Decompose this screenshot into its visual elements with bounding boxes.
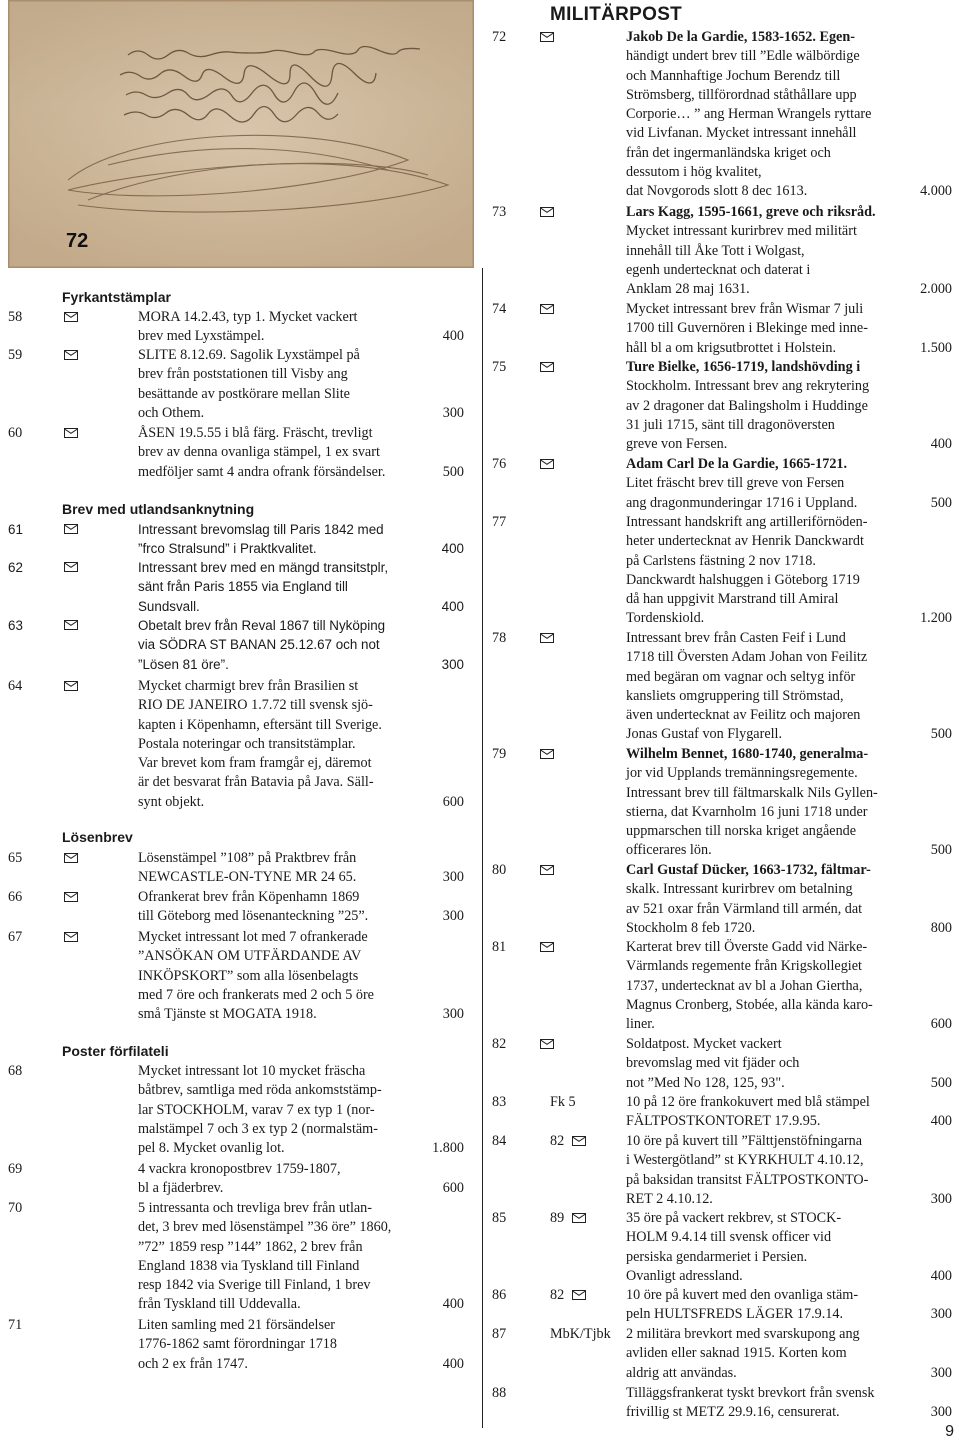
- lot-number: 60: [8, 425, 23, 441]
- lot-price: 400: [930, 1267, 952, 1284]
- lot-text-line: från Tyskland till Uddevalla.: [138, 1296, 301, 1313]
- lot-text-line: ÅSEN 19.5.55 i blå färg. Fräscht, trevligt: [138, 425, 373, 441]
- envelope-icon: [64, 681, 78, 691]
- lot-text-line: Soldatpost. Mycket vackert: [626, 1036, 782, 1052]
- lot-text-line: egenh undertecknat och daterat i: [626, 261, 811, 278]
- lot-number: 82: [492, 1036, 507, 1052]
- lot-price: 300: [442, 1006, 464, 1023]
- lot-81: [492, 938, 952, 1034]
- lot-text-line: av 521 oxar från Värmland till armén, dat: [626, 900, 863, 917]
- lot-text-line: Stockholm 8 feb 1720.: [626, 919, 756, 936]
- lot-text-line: brev av denna ovanliga stämpel, 1 ex svart: [138, 444, 380, 461]
- lot-price: 300: [442, 404, 464, 421]
- envelope-icon: [572, 1136, 586, 1146]
- lot-text-line: Liten samling med 21 försändelser: [138, 1317, 335, 1333]
- lot-price: 500: [930, 1074, 952, 1091]
- column-divider: [482, 268, 483, 1428]
- lot-79: [492, 745, 952, 861]
- lot-price: 500: [930, 842, 952, 859]
- envelope-icon: [64, 853, 78, 863]
- lot-text-line: Ture Bielke, 1656-1719, landshövding i: [626, 359, 861, 375]
- envelope-icon: [64, 312, 78, 322]
- lot-84: [492, 1132, 952, 1209]
- lot-text-line: NEWCASTLE-ON-TYNE MR 24 65.: [138, 869, 357, 886]
- lot-number: 58: [8, 309, 23, 325]
- lot-text-line: brevomslag med vit fjäder och: [626, 1055, 800, 1072]
- lot-number: 64: [8, 678, 23, 694]
- lot-price: 300: [930, 1404, 952, 1421]
- lot-text-line: Tilläggsfrankerat tyskt brevkort från svensk: [626, 1385, 875, 1401]
- lot-69: [8, 1160, 464, 1199]
- lot-text-line: Litet fräscht brev till greve von Fersen: [626, 475, 845, 492]
- lot-text-line: Värmlands regemente från Krigskollegiet: [626, 958, 862, 975]
- lot-62: [8, 558, 464, 616]
- lot-text-line: 1737, undertecknat av bl a Johan Giertha,: [626, 977, 863, 994]
- lot-price: 500: [442, 463, 464, 480]
- lot-text-line: ”72” 1859 resp ”144” 1862, 2 brev från: [138, 1238, 363, 1255]
- lot-70: [8, 1199, 464, 1315]
- lot-text-line: i Westergötland” st KYRKHULT 4.10.12,: [626, 1152, 864, 1169]
- lot-number: 70: [8, 1200, 23, 1216]
- lot-text-line: är det besvarat från Batavia på Java. Säll-: [138, 774, 374, 791]
- lot-text-line: 1718 till Översten Adam Johan von Feilitz: [626, 649, 868, 666]
- envelope-icon: [572, 1290, 586, 1300]
- lot-text-line: till Göteborg med lösenanteckning ”25”.: [138, 908, 369, 925]
- lot-text-line: Lars Kagg, 1595-1661, greve och riksråd.: [626, 204, 876, 220]
- envelope-icon: [540, 749, 554, 759]
- envelope-icon: [64, 350, 78, 360]
- envelope-icon: [540, 362, 554, 372]
- envelope-icon: [64, 620, 78, 630]
- lot-number: 59: [8, 347, 23, 363]
- lot-text-line: med begäran om vagnar och seltyg inför: [626, 668, 856, 685]
- lot-number: 65: [8, 850, 23, 866]
- lot-price: 400: [442, 328, 464, 345]
- lot-text-line: pel 8. Mycket ovanlig lot.: [138, 1140, 285, 1157]
- lot-text-line: resp 1842 via Sverige till Finland, 1 brev: [138, 1277, 371, 1294]
- lot-63: [8, 616, 464, 674]
- lot-88: [492, 1384, 952, 1423]
- lot-text-line: Mycket intressant lot 10 mycket fräscha: [138, 1063, 366, 1079]
- lot-text-line: skalk. Intressant kurirbrev om betalning: [626, 881, 853, 898]
- lot-price: 2.000: [920, 281, 952, 298]
- lot-59: [8, 346, 464, 423]
- lot-text-line: båtbrev, samtliga med röda ankomststämp-: [138, 1082, 382, 1099]
- lot-text-line: Intressant handskrift ang artilleriförnöden-: [626, 514, 868, 530]
- lot-text-line: brev med Lyxstämpel.: [138, 328, 265, 345]
- lot-price: 4.000: [920, 183, 952, 200]
- lot-71: [8, 1316, 464, 1374]
- lot-58: [8, 308, 464, 347]
- lot-66: [8, 888, 464, 927]
- lot-61: [8, 520, 464, 559]
- lot-number: 62: [8, 560, 23, 575]
- lot-text-line: vid Livfanan. Mycket intressant innehåll: [626, 125, 857, 142]
- lot-number: 72: [492, 29, 507, 45]
- lot-reference: 82: [550, 1287, 565, 1303]
- lot-text-line: Mycket charmigt brev från Brasilien st: [138, 678, 359, 694]
- lot-text-line: Obetalt brev från Reval 1867 till Nyköping: [138, 618, 386, 633]
- lot-text-line: 1776-1862 samt förordningar 1718: [138, 1336, 337, 1353]
- lot-number: 74: [492, 301, 507, 317]
- lot-73: [492, 203, 952, 299]
- lot-text-line: på Carlstens fästning 2 nov 1718.: [626, 552, 816, 569]
- lot-text-line: på baksidan transitst FÄLTPOSTKONTO-: [626, 1171, 869, 1188]
- lot-reference: 82: [550, 1133, 565, 1149]
- page-number: 9: [945, 1423, 954, 1440]
- lot-text-line: Sundsvall.: [138, 598, 200, 614]
- section-heading-losenbrev: Lösenbrev: [62, 829, 133, 845]
- lot-number: 85: [492, 1210, 507, 1226]
- lot-text-line: RET 2 4.10.12.: [626, 1190, 713, 1207]
- lot-text-line: Magnus Cronberg, Stobée, alla kända karo-: [626, 996, 873, 1013]
- lot-text-line: händigt undert brev till ”Edle wälbördige: [626, 48, 860, 65]
- lot-text-line: ang dragonmunderingar 1716 i Uppland.: [626, 494, 858, 511]
- lot-text-line: Ovanligt adressland.: [626, 1267, 743, 1284]
- lot-text-line: Karterat brev till Överste Gadd vid Närke-: [626, 939, 868, 955]
- figure-label: 72: [66, 230, 89, 252]
- lot-text-line: då han uppgivit Marstrand till Amiral: [626, 591, 839, 608]
- lot-64: [8, 677, 464, 812]
- lot-price: 500: [930, 726, 952, 743]
- lot-77: [492, 513, 952, 629]
- envelope-icon: [64, 892, 78, 902]
- lot-text-line: uppmarschen till norska kriget angående: [626, 823, 857, 840]
- lot-text-line: Intressant brev från Casten Feif i Lund: [626, 630, 846, 646]
- lot-number: 83: [492, 1094, 507, 1110]
- lot-text-line: medföljer samt 4 andra ofrank försändelser.: [138, 463, 386, 480]
- lot-text-line: och Othem.: [138, 404, 205, 421]
- lot-82: [492, 1035, 952, 1093]
- lot-text-line: persiska gendarmeriet i Persien.: [626, 1248, 808, 1265]
- lot-text-line: sänt från Paris 1855 via England till: [138, 579, 348, 595]
- lot-text-line: besättande av postkörare mellan Slite: [138, 385, 350, 402]
- lot-price: 600: [442, 793, 464, 810]
- lot-text-line: Ofrankerat brev från Köpenhamn 1869: [138, 889, 360, 905]
- lot-86: [492, 1286, 952, 1325]
- lot-text-line: officerares lön.: [626, 842, 712, 859]
- lot-number: 88: [492, 1385, 507, 1401]
- lot-72: [492, 28, 952, 202]
- lot-text-line: även undertecknat av Feilitz och majoren: [626, 707, 861, 724]
- lot-text-line: SLITE 8.12.69. Sagolik Lyxstämpel på: [138, 347, 360, 363]
- lot-text-line: malstämpel 7 och 3 ex typ 2 (normalstäm-: [138, 1120, 378, 1137]
- lot-text-line: 10 öre på kuvert till ”Fälttjenstöfningarna: [626, 1133, 862, 1149]
- section-heading-fyrkantstamplar: Fyrkantstämplar: [62, 289, 171, 305]
- lot-text-line: stierna, dat Kvarnholm 16 juni 1718 under: [626, 803, 868, 820]
- lot-74: [492, 300, 952, 358]
- lot-number: 63: [8, 618, 23, 633]
- lot-text-line: Intressant brev med en mängd transitstplr,: [138, 560, 389, 575]
- lot-text-line: Corporie… ” ang Herman Wrangels ryttare: [626, 106, 872, 123]
- lot-75: [492, 358, 952, 454]
- lot-price: 300: [930, 1364, 952, 1381]
- lot-text-line: via SÖDRA ST BANAN 25.12.67 och not: [138, 637, 380, 653]
- lot-text-line: frivillig st METZ 29.9.16, censurerat.: [626, 1404, 840, 1421]
- lot-text-line: HOLM 9.4.14 till svensk officer vid: [626, 1229, 832, 1246]
- lot-price: 300: [442, 869, 464, 886]
- right-column: [492, 0, 960, 1447]
- lot-text-line: liner.: [626, 1016, 655, 1033]
- envelope-icon: [540, 865, 554, 875]
- envelope-icon: [540, 633, 554, 643]
- lot-reference: MbK/Tjbk: [550, 1326, 611, 1342]
- lot-text-line: med 7 öre och frankerats med 2 och 5 öre: [138, 986, 374, 1003]
- lot-text-line: Jonas Gustaf von Flygarell.: [626, 726, 783, 743]
- lot-text-line: peln HULTSFREDS LÄGER 17.9.14.: [626, 1306, 844, 1323]
- lot-text-line: av 2 dragoner dat Balingsholm i Huddinge: [626, 397, 868, 414]
- lot-price: 400: [441, 598, 464, 614]
- lot-number: 77: [492, 514, 507, 530]
- lot-80: [492, 861, 952, 938]
- lot-text-line: och 2 ex från 1747.: [138, 1355, 248, 1372]
- lot-price: 300: [930, 1190, 952, 1207]
- lot-text-line: avliden eller saknad 1915. Korten kom: [626, 1345, 847, 1362]
- letter-image: [8, 0, 474, 268]
- lot-60: [8, 424, 464, 482]
- lot-price: 300: [441, 656, 464, 672]
- lot-text-line: Stockholm. Intressant brev ang rekrytering: [626, 378, 870, 395]
- lot-number: 78: [492, 630, 507, 646]
- lot-text-line: Intressant brev till fältmarskalk Nils Gyllen-: [626, 784, 878, 801]
- lot-text-line: 35 öre på vackert rekbrev, st STOCK-: [626, 1210, 842, 1226]
- lot-text-line: MORA 14.2.43, typ 1. Mycket vackert: [138, 309, 358, 325]
- envelope-icon: [64, 428, 78, 438]
- lot-text-line: jor vid Upplands tremänningsregemente.: [626, 765, 858, 782]
- lot-price: 400: [930, 436, 952, 453]
- lot-text-line: 2 militära brevkort med svarskupong ang: [626, 1326, 860, 1342]
- lot-price: 400: [930, 1113, 952, 1130]
- lot-text-line: not ”Med No 128, 125, 93".: [626, 1074, 785, 1091]
- lot-number: 68: [8, 1063, 23, 1079]
- lot-text-line: 4 vackra kronopostbrev 1759-1807,: [138, 1161, 341, 1177]
- lot-text-line: Mycket intressant lot med 7 ofrankerade: [138, 929, 368, 945]
- envelope-icon: [540, 32, 554, 42]
- lot-number: 84: [492, 1133, 507, 1149]
- lot-87: [492, 1325, 952, 1383]
- lot-text-line: dat Novgorods slott 8 dec 1613.: [626, 183, 808, 200]
- lot-number: 80: [492, 862, 507, 878]
- lot-text-line: Postala noteringar och transitstämplar.: [138, 735, 356, 752]
- lot-text-line: Anklam 28 maj 1631.: [626, 281, 750, 298]
- lot-text-line: från det ingermanländska kriget och: [626, 144, 831, 161]
- lot-text-line: 10 öre på kuvert med den ovanliga stäm-: [626, 1287, 859, 1303]
- lot-text-line: det, 3 brev med lösenstämpel ”36 öre” 1860,: [138, 1219, 392, 1236]
- lot-text-line: aldrig att användas.: [626, 1364, 737, 1381]
- lot-text-line: och Mannhaftige Jochum Berendz till: [626, 67, 841, 84]
- lot-price: 300: [930, 1306, 952, 1323]
- lot-text-line: INKÖPSKORT” som alla lösenbelagts: [138, 967, 359, 984]
- lot-text-line: 31 juli 1715, sänt till dragonöversten: [626, 416, 835, 433]
- envelope-icon: [540, 207, 554, 217]
- lot-text-line: brev från poststationen till Visby ang: [138, 366, 348, 383]
- lot-78: [492, 629, 952, 745]
- lot-text-line: RIO DE JANEIRO 1.7.72 till svensk sjö-: [138, 697, 373, 714]
- lot-text-line: 1700 till Guvernören i Blekinge med inne-: [626, 320, 868, 337]
- lot-number: 67: [8, 929, 23, 945]
- lot-text-line: 5 intressanta och trevliga brev från utlan-: [138, 1200, 373, 1216]
- lot-number: 81: [492, 939, 507, 955]
- lot-text-line: Jakob De la Gardie, 1583-1652. Egen-: [626, 29, 855, 45]
- lot-text-line: ”Lösen 81 öre”.: [138, 656, 229, 672]
- lot-text-line: lar STOCKHOLM, varav 7 ex typ 1 (nor-: [138, 1101, 375, 1118]
- lot-text-line: 10 på 12 öre frankokuvert med blå stämpel: [626, 1094, 870, 1110]
- lot-text-line: heter undertecknat av Henrik Danckwardt: [626, 533, 864, 550]
- lot-text-line: ”frco Stralsund” i Praktkvalitet.: [138, 541, 317, 557]
- envelope-icon: [572, 1213, 586, 1223]
- lot-number: 66: [8, 889, 23, 905]
- lot-text-line: Tordenskiold.: [626, 610, 705, 627]
- lot-text-line: kansliets omgruppering till Strömstad,: [626, 687, 844, 704]
- lot-price: 500: [930, 494, 952, 511]
- section-heading-utlandsanknytning: Brev med utlandsanknytning: [62, 501, 255, 517]
- lot-number: 79: [492, 746, 507, 762]
- lot-reference: Fk 5: [550, 1094, 576, 1110]
- lot-text-line: Lösenstämpel ”108” på Praktbrev från: [138, 850, 357, 866]
- lot-text-line: ”ANSÖKAN OM UTFÄRDANDE AV: [138, 948, 362, 965]
- lot-text-line: FÄLTPOSTKONTORET 17.9.95.: [626, 1113, 821, 1130]
- lot-85: [492, 1209, 952, 1286]
- lot-text-line: Mycket intressant kurirbrev med militärt: [626, 223, 857, 240]
- lot-text-line: bl a fjäderbrev.: [138, 1180, 224, 1197]
- lot-number: 87: [492, 1326, 507, 1342]
- lot-67: [8, 928, 464, 1024]
- lot-text-line: Intressant brevomslag till Paris 1842 med: [138, 522, 384, 537]
- lot-76: [492, 455, 952, 513]
- lot-text-line: håll bl a om krigsutbrottet i Holstein.: [626, 339, 837, 356]
- lot-text-line: Var brevet kom fram framgår ej, däremot: [138, 755, 372, 772]
- lot-number: 75: [492, 359, 507, 375]
- lot-text-line: Carl Gustaf Dücker, 1663-1732, fältmar-: [626, 862, 871, 878]
- lot-price: 400: [441, 541, 464, 557]
- envelope-icon: [540, 459, 554, 469]
- envelope-icon: [64, 562, 78, 572]
- lot-number: 71: [8, 1317, 23, 1333]
- lot-number: 61: [8, 522, 23, 537]
- lot-number: 86: [492, 1287, 507, 1303]
- envelope-icon: [540, 1039, 554, 1049]
- lot-price: 1.200: [920, 610, 952, 627]
- lot-price: 800: [930, 919, 952, 936]
- envelope-icon: [64, 524, 78, 534]
- lot-price: 600: [442, 1180, 464, 1197]
- lot-text-line: Strömsberg, tillförordnad ståthållare upp: [626, 86, 857, 103]
- lot-reference: 89: [550, 1210, 565, 1226]
- lot-text-line: Danckwardt halshuggen i Göteborg 1719: [626, 571, 860, 588]
- lot-price: 600: [930, 1016, 952, 1033]
- lot-text-line: Mycket intressant brev från Wismar 7 juli: [626, 301, 864, 317]
- lot-text-line: Wilhelm Bennet, 1680-1740, generalma-: [626, 746, 869, 762]
- lot-text-line: innehåll till Åke Tott i Wolgast,: [626, 242, 805, 259]
- lot-text-line: England 1838 via Tyskland till Finland: [138, 1257, 360, 1274]
- lot-price: 400: [442, 1355, 464, 1372]
- envelope-icon: [64, 932, 78, 942]
- lot-65: [8, 849, 464, 888]
- letter-photo: [8, 0, 474, 268]
- lot-text-line: små Tjänste st MOGATA 1918.: [138, 1006, 317, 1023]
- lot-text-line: dessutom i hög kvalitet,: [626, 164, 762, 181]
- lot-number: 73: [492, 204, 507, 220]
- lot-83: [492, 1093, 952, 1132]
- lot-text-line: Adam Carl De la Gardie, 1665-1721.: [626, 456, 848, 472]
- lot-text-line: kapten i Köpenhamn, eftersänt till Sverige.: [138, 716, 382, 733]
- lot-price: 400: [442, 1296, 464, 1313]
- lot-text-line: greve von Fersen.: [626, 436, 728, 453]
- lot-price: 1.800: [432, 1140, 464, 1157]
- section-heading-forfilateli: Poster förfilateli: [62, 1043, 169, 1059]
- section-heading-militarpost: MILITÄRPOST: [550, 4, 683, 25]
- envelope-icon: [540, 942, 554, 952]
- lot-price: 1.500: [920, 339, 952, 356]
- lot-number: 76: [492, 456, 507, 472]
- envelope-icon: [540, 304, 554, 314]
- lot-text-line: synt objekt.: [138, 793, 205, 810]
- lot-68: [8, 1062, 464, 1158]
- lot-price: 300: [442, 908, 464, 925]
- lot-number: 69: [8, 1161, 23, 1177]
